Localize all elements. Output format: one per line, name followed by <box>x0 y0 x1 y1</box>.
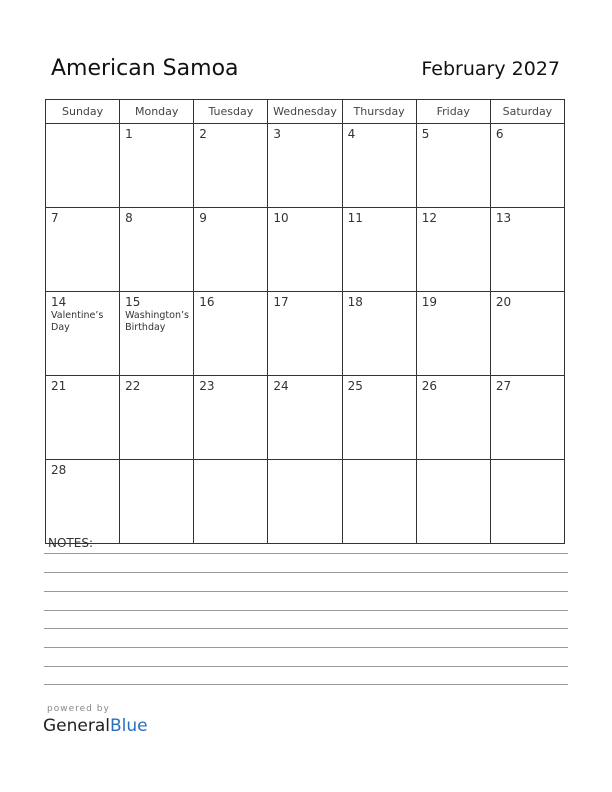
week-row <box>46 376 565 460</box>
day-number: 3 <box>273 127 282 141</box>
day-cell <box>46 376 120 460</box>
day-cell <box>268 460 342 544</box>
day-cell <box>268 208 342 292</box>
note-line <box>44 553 568 554</box>
day-number: 17 <box>273 295 289 309</box>
day-cell <box>416 460 490 544</box>
day-cell <box>194 460 268 544</box>
day-cell <box>268 124 342 208</box>
day-cell <box>416 208 490 292</box>
day-cell <box>194 292 268 376</box>
day-number: 21 <box>51 379 67 393</box>
day-number: 6 <box>495 127 504 141</box>
day-cell <box>46 208 120 292</box>
day-cell <box>490 460 564 544</box>
holiday-event: Valentine’s Day <box>51 310 104 333</box>
day-number: 13 <box>495 211 512 225</box>
day-cell <box>416 124 490 208</box>
day-number: 11 <box>347 211 363 225</box>
day-cell <box>268 292 342 376</box>
holiday-event: Washington’s Birthday <box>125 310 189 333</box>
day-number: 22 <box>125 379 141 393</box>
day-number: 27 <box>495 379 512 393</box>
day-cell <box>342 124 416 208</box>
note-line <box>44 628 568 629</box>
day-number: 19 <box>421 295 437 309</box>
note-line <box>44 610 568 611</box>
day-cell <box>342 292 416 376</box>
note-line <box>44 684 568 685</box>
day-cell <box>120 208 194 292</box>
note-line <box>44 666 568 667</box>
day-number: 16 <box>199 295 215 309</box>
day-number: 23 <box>199 379 215 393</box>
calendar-grid <box>45 99 565 544</box>
weekday-header: Monday <box>120 100 194 124</box>
day-number: 9 <box>199 211 207 225</box>
brand-blue-text: Blue <box>110 716 148 736</box>
day-cell <box>46 460 120 544</box>
weekday-header: Tuesday <box>194 100 268 124</box>
week-row <box>46 208 565 292</box>
day-cell <box>46 124 120 208</box>
day-number: 18 <box>347 295 363 309</box>
day-cell <box>46 292 120 376</box>
day-number: 20 <box>495 295 512 309</box>
day-number: 24 <box>273 379 289 393</box>
weekday-header: Saturday <box>490 100 564 124</box>
weekday-header: Thursday <box>342 100 416 124</box>
day-cell <box>120 292 194 376</box>
day-cell <box>416 376 490 460</box>
day-number: 8 <box>125 211 133 225</box>
day-cell <box>268 376 342 460</box>
powered-by-label: powered by <box>47 704 110 714</box>
day-number: 10 <box>273 211 289 225</box>
day-cell <box>490 376 564 460</box>
week-row <box>46 460 565 544</box>
day-cell <box>194 208 268 292</box>
day-cell <box>120 124 194 208</box>
calendar-month-title: February 2027 <box>421 58 560 80</box>
note-line <box>44 647 568 648</box>
day-number: 28 <box>51 463 67 477</box>
note-line <box>44 572 568 573</box>
week-row <box>46 124 565 208</box>
day-cell <box>194 376 268 460</box>
week-row <box>46 292 565 376</box>
day-number: 4 <box>347 127 356 141</box>
calendar-country-title: American Samoa <box>51 56 239 81</box>
day-number: 26 <box>421 379 437 393</box>
day-number: 25 <box>347 379 363 393</box>
day-number: 12 <box>421 211 437 225</box>
day-number: 14 <box>51 295 67 309</box>
day-cell <box>194 124 268 208</box>
day-cell <box>342 460 416 544</box>
note-line <box>44 591 568 592</box>
day-number: 2 <box>199 127 207 141</box>
day-cell <box>490 208 564 292</box>
day-cell <box>342 376 416 460</box>
day-number: 1 <box>125 127 133 141</box>
day-number: 7 <box>51 211 59 225</box>
day-number: 15 <box>125 295 141 309</box>
notes-label: NOTES: <box>48 536 93 550</box>
weekday-header: Sunday <box>46 100 120 124</box>
weekday-header: Wednesday <box>268 100 342 124</box>
day-number: 5 <box>421 127 430 141</box>
day-cell <box>490 124 564 208</box>
day-cell <box>120 460 194 544</box>
day-cell <box>490 292 564 376</box>
day-cell <box>342 208 416 292</box>
day-cell <box>416 292 490 376</box>
weekday-header: Friday <box>416 100 490 124</box>
generalblue-logo <box>43 716 148 736</box>
brand-general-text: General <box>43 716 110 736</box>
day-cell <box>120 376 194 460</box>
weekday-header-row <box>46 100 565 124</box>
